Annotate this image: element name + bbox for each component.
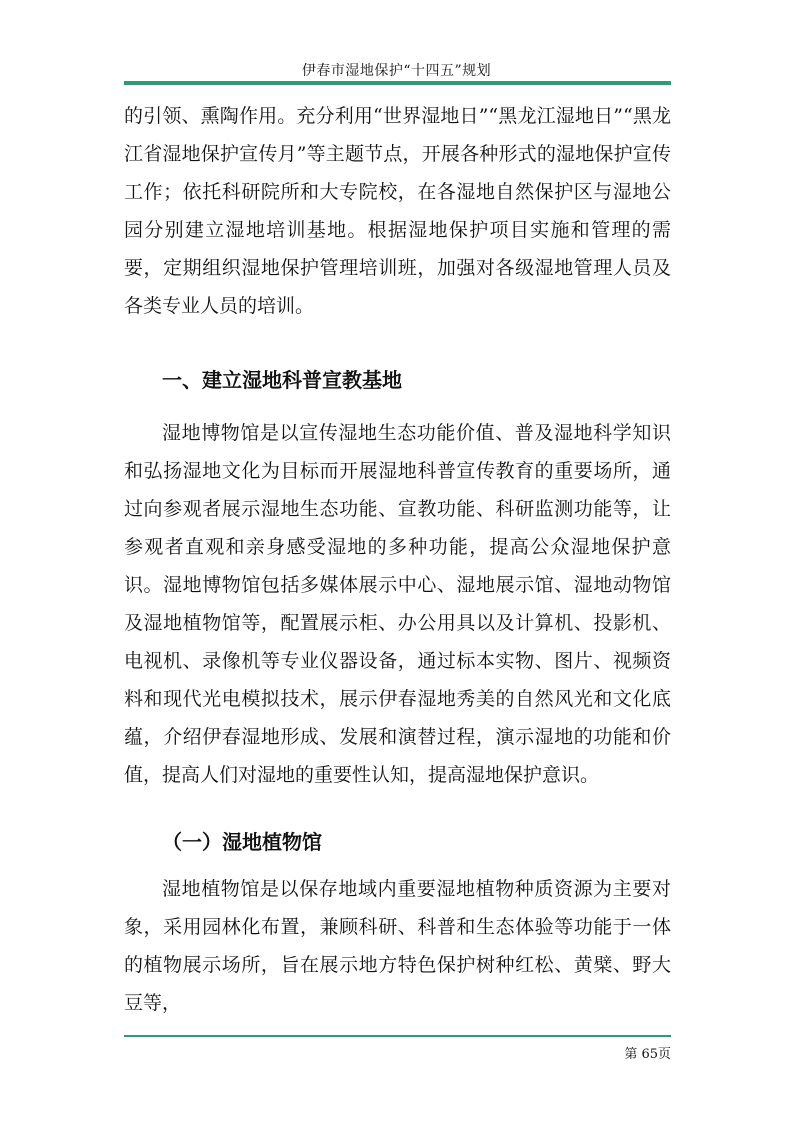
section-heading-1: 一、建立湿地科普宣教基地: [162, 368, 402, 392]
body-paragraph-3: 湿地植物馆是以保存地域内重要湿地植物种质资源为主要对象，采用园林化布置，兼顾科研、科普和生态体验等功能于一体的植物展示场所，旨在展示地方特色保护树种红松、黄檗、野大豆等，: [124, 878, 671, 1014]
footer-divider: [124, 1035, 671, 1037]
body-paragraph-2: 湿地博物馆是以宣传湿地生态功能价值、普及湿地科学知识和弘扬湿地文化为目标而开展湿地科普宣传教育的重要场所，通过向参观者展示湿地生态功能、宣教功能、科研监测功能等，让参观者直观和亲身感受湿地的多种功能，提高公众湿地保护意识。湿地博物馆包括多媒体展示中心、湿地展示馆、湿地动物馆及湿地植物馆等，配置展示柜、办公用具以及计算机、投影机、电视机、录像机等专业仪器设备，通过标本实物、图片、视频资料和现代光电模拟技术，展示伊春湿地秀美的自然风光和文化底蕴，介绍伊春湿地形成、发展和演替过程，演示湿地的功能和价值，提高人们对湿地的重要性认知，提高湿地保护意识。: [124, 422, 671, 786]
body-paragraph-1: 的引领、熏陶作用。充分利用“世界湿地日”“黑龙江湿地日”“黑龙江省湿地保护宣传月”等主题节点，开展各种形式的湿地保护宣传工作；依托科研院所和大专院校，在各湿地自然保护区与湿地公园分别建立湿地培训基地。根据湿地保护项目实施和管理的需要，定期组织湿地保护管理培训班，加强对各级湿地管理人员及各类专业人员的培训。: [124, 105, 671, 317]
page-number: 第 65页: [624, 1047, 671, 1062]
running-header-title: 伊春市湿地保护“十四五”规划: [301, 63, 492, 79]
header-divider: [124, 81, 671, 85]
subsection-heading: （一）湿地植物馆: [162, 830, 322, 854]
